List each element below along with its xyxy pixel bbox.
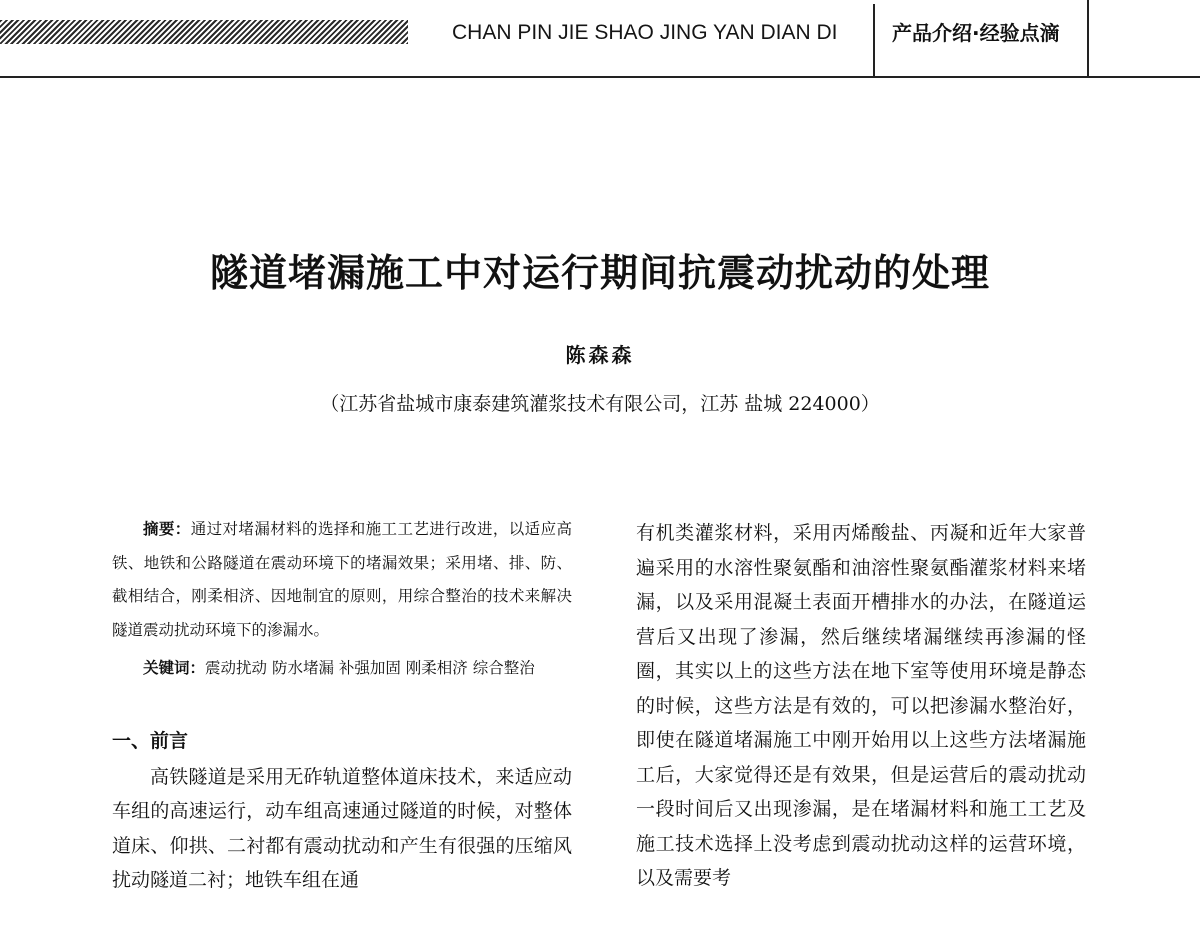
- header-divider: [873, 4, 875, 76]
- abstract: [112, 512, 572, 647]
- section-heading-preface: 一、前言: [112, 729, 189, 752]
- body-paragraph-left: 高铁隧道是采用无砟轨道整体道床技术，来适应动车组的高速运行，动车组高速通过隧道的时候，对整体道床、仰拱、二衬都有震动扰动和产生有很强的压缩风扰动隧道二衬；地铁车组在通: [112, 765, 572, 891]
- abstract-text: 通过对堵漏材料的选择和施工工艺进行改进，以适应高铁、地铁和公路隧道在震动环境下的堵漏效果；采用堵、排、防、截相结合，刚柔相济、因地制宜的原则，用综合整治的技术来解决隧道震动扰动环境下的渗漏水。: [112, 520, 572, 639]
- header-rule: [0, 76, 1200, 78]
- article-title: 隧道堵漏施工中对运行期间抗震动扰动的处理: [209, 250, 990, 295]
- body-paragraph-right: 有机类灌浆材料，采用丙烯酸盐、丙凝和近年大家普遍采用的水溶性聚氨酯和油溶性聚氨酯灌浆材料来堵漏，以及采用混凝土表面开槽排水的办法，在隧道运营后又出现了渗漏，然后继续堵漏继续再渗漏的怪圈，其实以上的这些方法在地下室等使用环境是静态的时候，这些方法是有效的，可以把渗漏水整治好，即使在隧道堵漏施工中刚开始用以上这些方法堵漏施工后，大家觉得还是有效果，但是运营后的震动扰动一段时间后又出现渗漏，是在堵漏材料和施工工艺及施工技术选择上没考虑到震动扰动这样的运营环境，以及需要考: [636, 522, 1086, 889]
- keywords: [112, 651, 572, 686]
- running-title-cn: 产品介绍·经验点滴: [892, 21, 1060, 45]
- abstract-label: 摘要：: [143, 519, 191, 538]
- header-hatch-bar: [0, 20, 408, 44]
- running-title-en: CHAN PIN JIE SHAO JING YAN DIAN DI: [452, 21, 838, 44]
- author-affiliation: （江苏省盐城市康泰建筑灌浆技术有限公司，江苏 盐城 224000）: [320, 393, 880, 415]
- right-column: [636, 516, 1086, 896]
- keywords-text: 震动扰动 防水堵漏 补强加固 刚柔相济 综合整治: [205, 659, 535, 677]
- author-name: 陈森森: [565, 343, 635, 367]
- header-divider-right: [1087, 0, 1089, 76]
- keywords-label: 关键词：: [143, 658, 206, 677]
- left-column: [112, 512, 572, 898]
